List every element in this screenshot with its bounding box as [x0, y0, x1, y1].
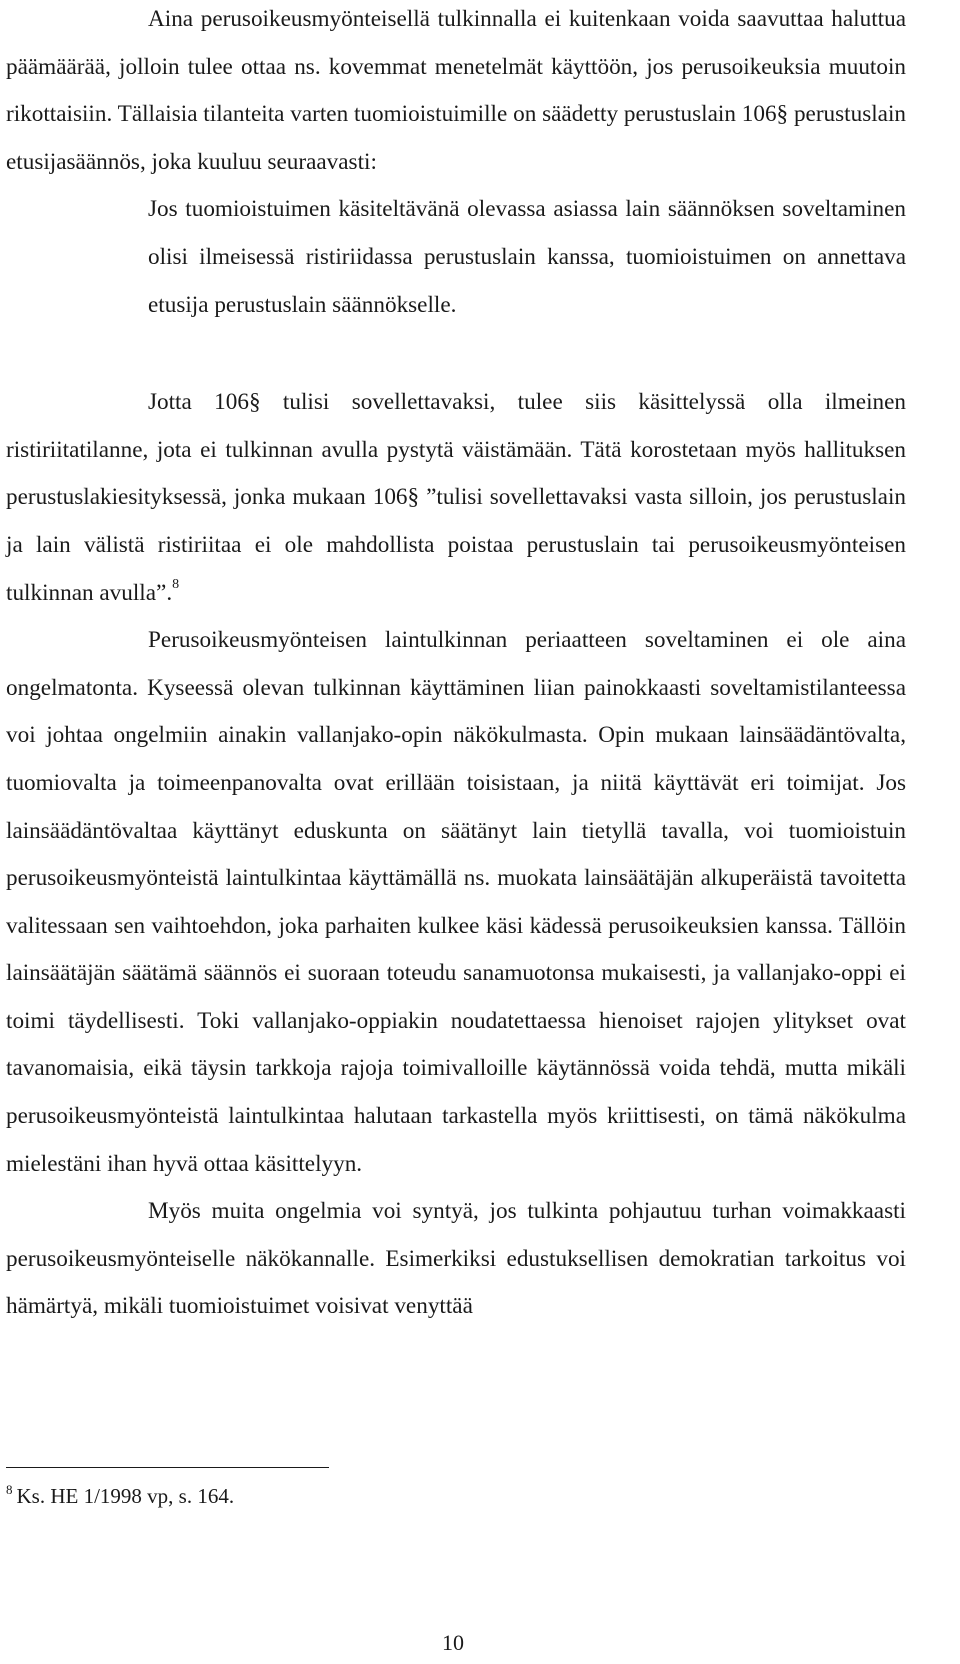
footnote	[6, 1483, 234, 1509]
paragraph-106-application	[6, 379, 906, 617]
paragraph-106-text: Jotta 106§ tulisi sovellettavaksi, tulee siis käsittelyssä olla ilmeinen ristiriitatilanne, jota ei tulkinnan avulla pystytä väistämään. Tätä korostetaan myös hallituksen perustuslakiesityksessä, jonka mukaan 106§ ”tulisi sovellettavaksi vasta silloin, jos perustuslain ja lain välistä ristiriitaa ei ole mahdollista poistaa perustuslain tai perusoikeusmyönteisen tulkinnan avulla”.	[6, 389, 906, 606]
paragraph-separation-of-powers: Perusoikeusmyönteisen laintulkinnan periaatteen soveltaminen ei ole aina ongelmatonta. Kyseessä olevan tulkinnan käyttäminen liian painokkaasti soveltamistilanteessa voi johtaa ongelmiin ainakin vallanjako-opin näkökulmasta. Opin mukaan lainsäädäntövalta, tuomiovalta ja toimeenpanovalta ovat erillään toisistaan, ja niitä käyttävät eri toimijat. Jos lainsäädäntövaltaa käyttänyt eduskunta on säätänyt lain tietyllä tavalla, voi tuomioistuin perusoikeusmyönteistä laintulkintaa käyttämällä ns. muokata lainsäätäjän alkuperäistä tavoitetta valitessaan sen vaihtoehdon, joka parhaiten kulkee käsi kädessä perusoikeuksien kanssa. Tällöin lainsäätäjän säätämä säännös ei suoraan toteudu sanamuotonsa mukaisesti, ja vallanjako-oppi ei toimi täydellisesti. Toki vallanjako-oppiakin noudatettaessa hienoiset rajojen ylitykset ovat tavanomaisia, eikä täysin tarkkoja rajoja toimivalloille käytännössä voida tehdä, mutta mikäli perusoikeusmyönteistä laintulkintaa halutaan tarkastella myös kriittisesti, on tämä näkökulma mielestäni ihan hyvä ottaa käsittelyyn.	[6, 627, 906, 1177]
document-page	[6, 0, 906, 1331]
footnote-reference[interactable]: 8	[172, 576, 180, 592]
footnote-divider	[6, 1467, 329, 1468]
paragraph-intro: Aina perusoikeusmyönteisellä tulkinnalla ei kuitenkaan voida saavuttaa haluttua päämäärää, jolloin tulee ottaa ns. kovemmat menetelmät käyttöön, jos perusoikeuksia muutoin rikottaisiin. Tällaisia tilanteita varten tuomioistuimille on säädetty perustuslain 106§ perustuslain etusijasäännös, joka kuuluu seuraavasti:	[6, 6, 906, 175]
paragraph-other-problems: Myös muita ongelmia voi syntyä, jos tulkinta pohjautuu turhan voimakkaasti perusoikeusmyönteiselle näkökannalle. Esimerkiksi edustuksellisen demokratian tarkoitus voi hämärtyä, mikäli tuomioistuimet voisivat venyttää	[6, 1198, 906, 1320]
page-number: 10	[442, 1630, 464, 1655]
spacer	[6, 329, 906, 379]
footnote-number: 8	[6, 1482, 13, 1497]
block-quote-law-106: Jos tuomioistuimen käsiteltävänä olevassa asiassa lain säännöksen soveltaminen olisi ilmeisessä ristiriidassa perustuslain kanssa, tuomioistuimen on annettava etusija perustuslain säännökselle.	[148, 196, 906, 318]
footnote-text: Ks. HE 1/1998 vp, s. 164.	[16, 1484, 235, 1508]
